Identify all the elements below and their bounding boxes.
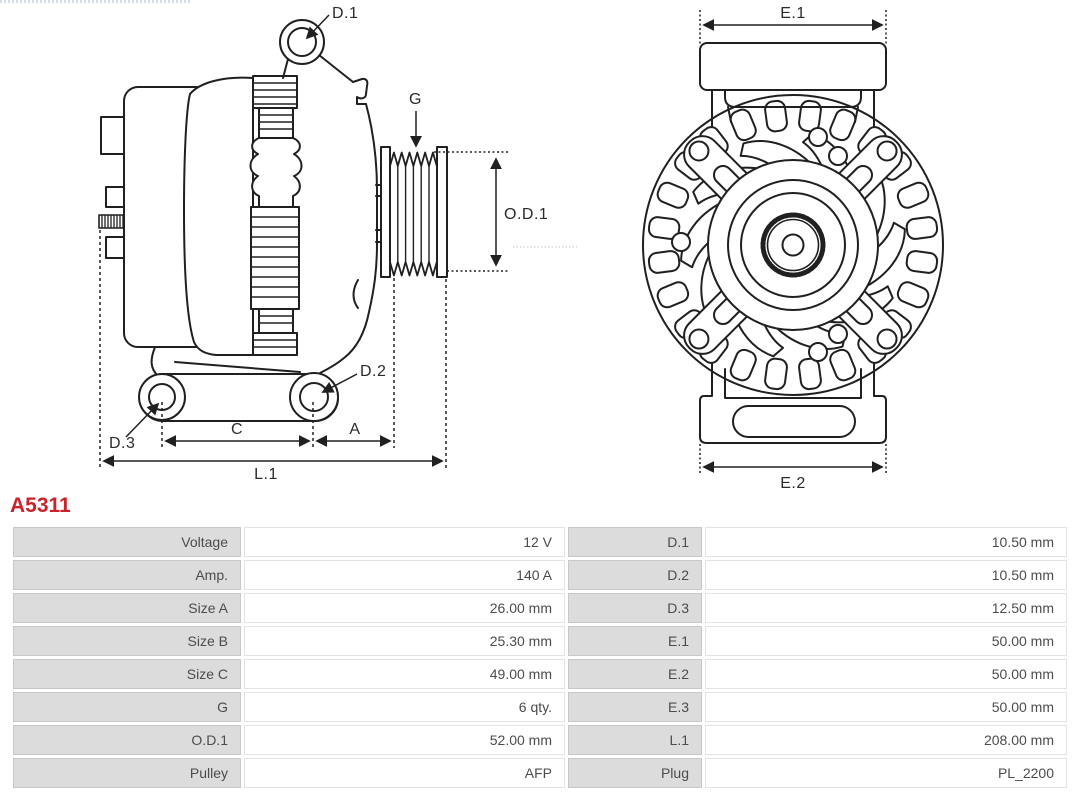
spec-label: G [13, 692, 241, 722]
table-row [13, 560, 1067, 590]
spec-value: 52.00 mm [244, 725, 565, 755]
label-od1: O.D.1 [504, 206, 549, 223]
front-pulley-hub [708, 160, 878, 330]
front-view-drawing [643, 43, 943, 443]
table-row [13, 725, 1067, 755]
label-c: C [230, 421, 244, 438]
spec-value: 208.00 mm [705, 725, 1067, 755]
spec-value: 10.50 mm [705, 560, 1067, 590]
label-d1: D.1 [332, 5, 359, 22]
stator-ribs [251, 76, 302, 355]
spec-value: 50.00 mm [705, 692, 1067, 722]
spec-value: 140 A [244, 560, 565, 590]
spec-label: Size B [13, 626, 241, 656]
spec-value: AFP [244, 758, 565, 788]
body-right-profile [320, 79, 382, 373]
side-view-drawing [99, 20, 447, 421]
dim-e2 [700, 444, 886, 473]
label-a: A [349, 421, 361, 438]
table-row [13, 659, 1067, 689]
label-e2: E.2 [780, 475, 806, 492]
mounting-lugs [139, 362, 338, 421]
table-row [13, 527, 1067, 557]
spec-label: Size A [13, 593, 241, 623]
spec-label: E.3 [568, 692, 702, 722]
part-number: A5311 [10, 494, 71, 517]
spec-value: PL_2200 [705, 758, 1067, 788]
spec-value: 50.00 mm [705, 659, 1067, 689]
pulley [381, 147, 447, 277]
spec-label: Voltage [13, 527, 241, 557]
spec-value: 12 V [244, 527, 565, 557]
spec-value: 6 qty. [244, 692, 565, 722]
table-row [13, 692, 1067, 722]
spec-label: Pulley [13, 758, 241, 788]
table-row [13, 758, 1067, 788]
spec-label: E.2 [568, 659, 702, 689]
spec-value: 49.00 mm [244, 659, 565, 689]
spec-table [10, 524, 1070, 791]
spec-label: Plug [568, 758, 702, 788]
spec-label: Amp. [13, 560, 241, 590]
spec-value: 25.30 mm [244, 626, 565, 656]
label-d2: D.2 [360, 363, 387, 380]
label-d3: D.3 [109, 435, 136, 452]
spec-label: E.1 [568, 626, 702, 656]
table-row [13, 593, 1067, 623]
spec-label: L.1 [568, 725, 702, 755]
spec-label: O.D.1 [13, 725, 241, 755]
label-e1: E.1 [780, 5, 806, 22]
table-row [13, 626, 1067, 656]
label-l1: L.1 [254, 466, 278, 483]
spec-value: 10.50 mm [705, 527, 1067, 557]
spec-value: 50.00 mm [705, 626, 1067, 656]
spec-label: D.2 [568, 560, 702, 590]
label-g: G [409, 91, 422, 108]
spec-value: 26.00 mm [244, 593, 565, 623]
top-mounting-ear [280, 20, 353, 82]
front-housing [184, 78, 253, 355]
spec-value: 12.50 mm [705, 593, 1067, 623]
body-bottom-left-curve [152, 347, 158, 376]
spec-label: D.3 [568, 593, 702, 623]
spec-label: D.1 [568, 527, 702, 557]
spec-label: Size C [13, 659, 241, 689]
